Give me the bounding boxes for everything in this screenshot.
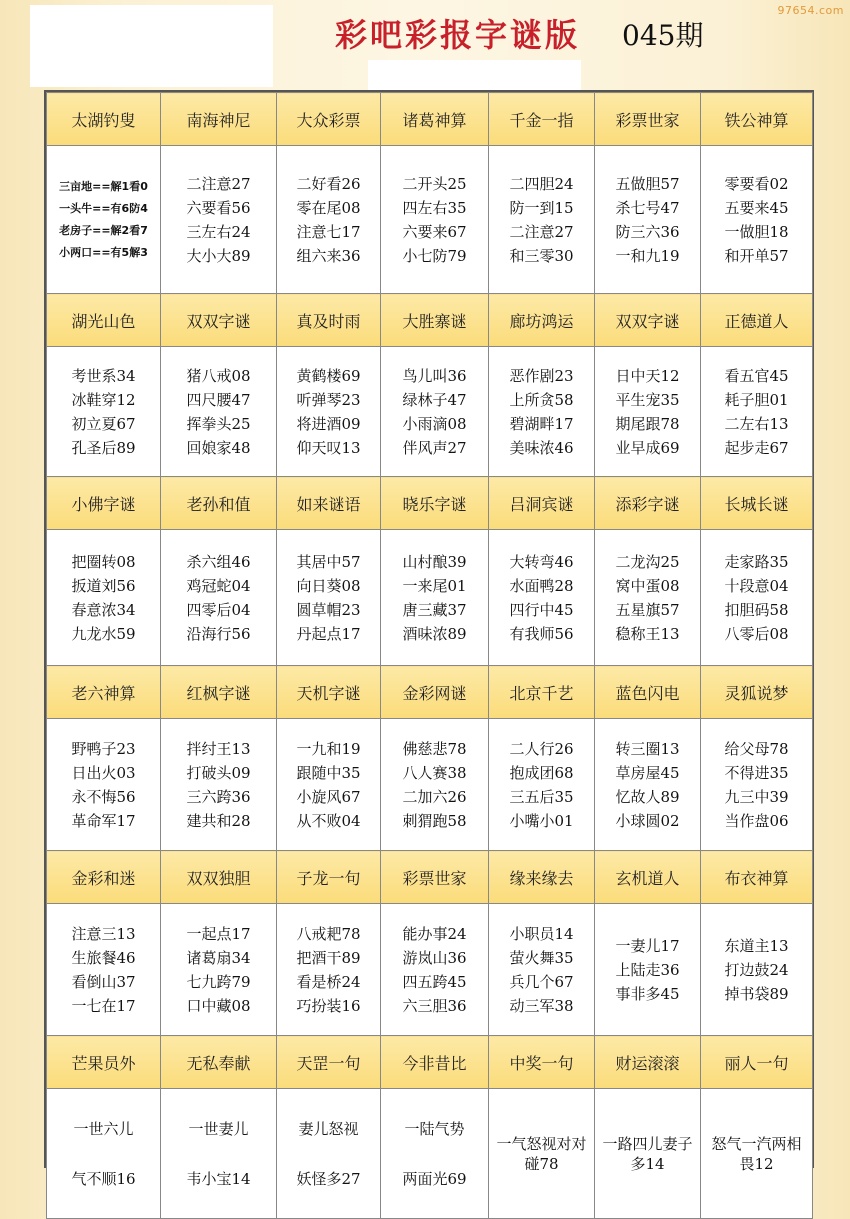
riddle-line: 黄鹤楼69 xyxy=(296,366,361,385)
riddle-line: 掉书袋89 xyxy=(724,984,789,1003)
riddle-line: 窝中蛋08 xyxy=(615,576,680,595)
riddle-line: 妖怪多27 xyxy=(296,1169,361,1188)
section-header: 金彩网谜 xyxy=(381,666,489,719)
riddle-line: 酒味浓89 xyxy=(402,624,467,643)
section-header: 大众彩票 xyxy=(277,93,381,146)
riddle-cell xyxy=(489,146,595,294)
riddle-line: 小旋风67 xyxy=(296,787,361,806)
riddle-line: 一气怒视对对碰78 xyxy=(496,1134,587,1173)
riddle-line: 水面鸭28 xyxy=(509,576,574,595)
riddle-line: 圆草帽23 xyxy=(296,600,361,619)
riddle-line: 二人行26 xyxy=(509,739,574,758)
riddle-line: 小职员14 xyxy=(509,924,574,943)
riddle-line: 平生宠35 xyxy=(615,390,680,409)
riddle-line: 看五官45 xyxy=(724,366,789,385)
riddle-cell xyxy=(47,347,161,477)
riddle-cell xyxy=(701,146,813,294)
riddle-line: 零在尾08 xyxy=(296,198,361,217)
content-row xyxy=(47,530,813,666)
section-header: 正德道人 xyxy=(701,294,813,347)
riddle-line: 鸡冠蛇04 xyxy=(186,576,251,595)
riddle-line: 上陆走36 xyxy=(615,960,680,979)
riddle-line: 把酒干89 xyxy=(296,948,361,967)
riddle-line: 碧湖畔17 xyxy=(509,414,574,433)
riddle-cell xyxy=(489,1089,595,1219)
section-header: 无私奉献 xyxy=(161,1036,277,1089)
section-header: 子龙一句 xyxy=(277,851,381,904)
riddle-line: 起步走67 xyxy=(724,438,789,457)
page-title: 彩吧彩报字谜版 xyxy=(335,16,581,54)
riddle-cell xyxy=(277,530,381,666)
riddle-line: 二注意27 xyxy=(186,174,251,193)
riddle-line: 草房屋45 xyxy=(615,763,680,782)
riddle-cell xyxy=(381,1089,489,1219)
riddle-line: 山村酿39 xyxy=(402,552,467,571)
riddle-cell xyxy=(595,530,701,666)
riddle-line: 二注意27 xyxy=(509,222,574,241)
riddle-line: 六要看56 xyxy=(186,198,251,217)
section-header: 湖光山色 xyxy=(47,294,161,347)
riddle-line: 防三六36 xyxy=(615,222,680,241)
riddle-line: 二四胆24 xyxy=(509,174,574,193)
section-header: 双双字谜 xyxy=(161,294,277,347)
section-header: 双双字谜 xyxy=(595,294,701,347)
riddle-line: 巧扮装16 xyxy=(296,996,361,1015)
riddle-line: 口中藏08 xyxy=(186,996,251,1015)
riddle-line: 考世系34 xyxy=(71,366,136,385)
riddle-line: 六三胆36 xyxy=(402,996,467,1015)
section-header: 中奖一句 xyxy=(489,1036,595,1089)
riddle-line: 把圈转08 xyxy=(71,552,136,571)
riddle-line: 四左右35 xyxy=(402,198,467,217)
riddle-line: 孔圣后89 xyxy=(71,438,136,457)
riddle-line: 三左右24 xyxy=(186,222,251,241)
riddle-line: 佛慈悲78 xyxy=(402,739,467,758)
riddle-line: 事非多45 xyxy=(615,984,680,1003)
riddle-cell xyxy=(161,347,277,477)
riddle-line: 伴风声27 xyxy=(402,438,467,457)
riddle-cell xyxy=(381,904,489,1036)
header-row xyxy=(47,1036,813,1089)
riddle-table xyxy=(44,90,814,1188)
section-header: 缘来缘去 xyxy=(489,851,595,904)
riddle-line: 不得进35 xyxy=(724,763,789,782)
riddle-cell xyxy=(701,530,813,666)
riddle-line: 游岚山36 xyxy=(402,948,467,967)
riddle-cell xyxy=(381,347,489,477)
riddle-line: 给父母78 xyxy=(724,739,789,758)
riddle-line: 六要来67 xyxy=(402,222,467,241)
riddle-line: 打破头09 xyxy=(186,763,251,782)
section-header: 丽人一句 xyxy=(701,1036,813,1089)
section-header: 老六神算 xyxy=(47,666,161,719)
riddle-cell xyxy=(277,719,381,851)
section-header: 大胜寨谜 xyxy=(381,294,489,347)
section-header: 太湖钓叟 xyxy=(47,93,161,146)
riddle-cell xyxy=(595,719,701,851)
section-header: 真及时雨 xyxy=(277,294,381,347)
riddle-line: 仰天叹13 xyxy=(296,438,361,457)
riddle-line: 建共和28 xyxy=(186,811,251,830)
riddle-line: 一来尾01 xyxy=(402,576,467,595)
header-row xyxy=(47,851,813,904)
watermark: 97654.com xyxy=(777,4,844,17)
riddle-line: 萤火舞35 xyxy=(509,948,574,967)
riddle-line: 看是桥24 xyxy=(296,972,361,991)
riddle-line: 沿海行56 xyxy=(186,624,251,643)
section-header: 南海神尼 xyxy=(161,93,277,146)
riddle-line: 扣胆码58 xyxy=(724,600,789,619)
riddle-line: 四五跨45 xyxy=(402,972,467,991)
content-row xyxy=(47,347,813,477)
riddle-line: 向日葵08 xyxy=(296,576,361,595)
section-header: 金彩和迷 xyxy=(47,851,161,904)
riddle-cell xyxy=(595,347,701,477)
riddle-line: 听弹琴23 xyxy=(296,390,361,409)
section-header: 吕洞宾谜 xyxy=(489,477,595,530)
riddle-line: 一路四儿妻子多14 xyxy=(602,1134,693,1173)
section-header: 廊坊鸿运 xyxy=(489,294,595,347)
riddle-line: 业早成69 xyxy=(615,438,680,457)
riddle-line: 鸟儿叫36 xyxy=(402,366,467,385)
riddle-cell xyxy=(595,146,701,294)
riddle-cell xyxy=(701,347,813,477)
riddle-line: 其居中57 xyxy=(296,552,361,571)
section-header: 添彩字谜 xyxy=(595,477,701,530)
riddle-line: 二龙沟25 xyxy=(615,552,680,571)
riddle-line: 稳称王13 xyxy=(615,624,680,643)
riddle-line: 怒气一汽两相畏12 xyxy=(711,1134,802,1173)
section-header: 如来谜语 xyxy=(277,477,381,530)
riddle-cell xyxy=(381,719,489,851)
riddle-line: 五做胆57 xyxy=(615,174,680,193)
content-row xyxy=(47,904,813,1036)
riddle-line: 八人赛38 xyxy=(402,763,467,782)
riddle-line: 冰鞋穿12 xyxy=(71,390,136,409)
riddle-line: 恶作剧23 xyxy=(509,366,574,385)
riddle-cell xyxy=(161,530,277,666)
riddle-line: 一头牛==有6防4 xyxy=(59,201,148,215)
riddle-line: 一九和19 xyxy=(296,739,361,758)
section-header: 长城长谜 xyxy=(701,477,813,530)
riddle-cell xyxy=(595,904,701,1036)
riddle-line: 一七在17 xyxy=(71,996,136,1015)
blank-area xyxy=(30,5,273,87)
riddle-cell xyxy=(277,1089,381,1219)
riddle-line: 野鸭子23 xyxy=(71,739,136,758)
riddle-line: 永不悔56 xyxy=(71,787,136,806)
section-header: 财运滚滚 xyxy=(595,1036,701,1089)
riddle-line: 诸葛扇34 xyxy=(186,948,251,967)
riddle-line: 大转弯46 xyxy=(509,552,574,571)
riddle-line: 和三零30 xyxy=(509,246,574,265)
riddle-line: 老房子==解2看7 xyxy=(59,223,148,237)
riddle-line: 转三圈13 xyxy=(615,739,680,758)
riddle-line: 九三中39 xyxy=(724,787,789,806)
riddle-line: 八零后08 xyxy=(724,624,789,643)
riddle-line: 耗子胆01 xyxy=(724,390,789,409)
section-header: 灵狐说梦 xyxy=(701,666,813,719)
section-header: 老孙和值 xyxy=(161,477,277,530)
riddle-line: 小七防79 xyxy=(402,246,467,265)
riddle-line: 忆故人89 xyxy=(615,787,680,806)
riddle-line: 四零后04 xyxy=(186,600,251,619)
riddle-line: 跟随中35 xyxy=(296,763,361,782)
riddle-cell xyxy=(381,530,489,666)
riddle-line: 拌纣王13 xyxy=(186,739,251,758)
section-header: 晓乐字谜 xyxy=(381,477,489,530)
section-header: 今非昔比 xyxy=(381,1036,489,1089)
riddle-line: 注意七17 xyxy=(296,222,361,241)
riddle-cell xyxy=(489,347,595,477)
section-header: 千金一指 xyxy=(489,93,595,146)
riddle-line: 妻儿怒视 xyxy=(298,1119,359,1138)
blank-area-2 xyxy=(368,60,581,90)
riddle-line: 一和九19 xyxy=(615,246,680,265)
riddle-line: 二开头25 xyxy=(402,174,467,193)
riddle-cell xyxy=(701,904,813,1036)
riddle-line: 将进酒09 xyxy=(296,414,361,433)
riddle-line: 走家路35 xyxy=(724,552,789,571)
riddle-line: 七九跨79 xyxy=(186,972,251,991)
section-header: 双双独胆 xyxy=(161,851,277,904)
riddle-cell xyxy=(47,1089,161,1219)
riddle-line: 从不败04 xyxy=(296,811,361,830)
riddle-line: 二左右13 xyxy=(724,414,789,433)
riddle-line: 小球圆02 xyxy=(615,811,680,830)
riddle-line: 刺猬跑58 xyxy=(402,811,467,830)
riddle-cell xyxy=(47,530,161,666)
riddle-line: 唐三藏37 xyxy=(402,600,467,619)
riddle-line: 春意浓34 xyxy=(71,600,136,619)
riddle-line: 有我师56 xyxy=(509,624,574,643)
riddle-line: 韦小宝14 xyxy=(186,1169,251,1188)
riddle-line: 注意三13 xyxy=(71,924,136,943)
riddle-line: 气不顺16 xyxy=(71,1169,136,1188)
riddle-cell xyxy=(161,1089,277,1219)
riddle-cell xyxy=(161,146,277,294)
riddle-line: 杀六组46 xyxy=(186,552,251,571)
riddle-cell xyxy=(381,146,489,294)
header-row xyxy=(47,477,813,530)
riddle-line: 美味浓46 xyxy=(509,438,574,457)
riddle-line: 小雨滴08 xyxy=(402,414,467,433)
riddle-line: 看倒山37 xyxy=(71,972,136,991)
riddle-cell xyxy=(161,904,277,1036)
riddle-cell xyxy=(161,719,277,851)
riddle-line: 四尺腰47 xyxy=(186,390,251,409)
riddle-line: 打边鼓24 xyxy=(724,960,789,979)
section-header: 北京千艺 xyxy=(489,666,595,719)
riddle-line: 兵几个67 xyxy=(509,972,574,991)
riddle-line: 五星旗57 xyxy=(615,600,680,619)
riddle-line: 三六跨36 xyxy=(186,787,251,806)
riddle-line: 小两口==有5解3 xyxy=(59,245,148,259)
riddle-line: 小嘴小01 xyxy=(509,811,574,830)
section-header: 铁公神算 xyxy=(701,93,813,146)
riddle-cell xyxy=(489,530,595,666)
section-header: 天罡一句 xyxy=(277,1036,381,1089)
riddle-cell xyxy=(277,146,381,294)
riddle-line: 一起点17 xyxy=(186,924,251,943)
content-row xyxy=(47,146,813,294)
riddle-line: 绿林子47 xyxy=(402,390,467,409)
riddle-cell xyxy=(277,904,381,1036)
riddle-line: 和开单57 xyxy=(724,246,789,265)
riddle-cell xyxy=(595,1089,701,1219)
section-header: 小佛字谜 xyxy=(47,477,161,530)
riddle-cell xyxy=(47,904,161,1036)
riddle-line: 回娘家48 xyxy=(186,438,251,457)
section-header: 蓝色闪电 xyxy=(595,666,701,719)
riddle-line: 动三军38 xyxy=(509,996,574,1015)
riddle-line: 二加六26 xyxy=(402,787,467,806)
riddle-cell xyxy=(277,347,381,477)
riddle-line: 两面光69 xyxy=(402,1169,467,1188)
riddle-line: 一世六儿 xyxy=(73,1119,134,1138)
riddle-line: 能办事24 xyxy=(402,924,467,943)
riddle-cell xyxy=(489,719,595,851)
section-header: 诸葛神算 xyxy=(381,93,489,146)
riddle-line: 五要来45 xyxy=(724,198,789,217)
section-header: 玄机道人 xyxy=(595,851,701,904)
riddle-line: 上所贪58 xyxy=(509,390,574,409)
riddle-line: 三五后35 xyxy=(509,787,574,806)
riddle-line: 一世妻儿 xyxy=(188,1119,249,1138)
riddle-line: 期尾跟78 xyxy=(615,414,680,433)
riddle-cell xyxy=(489,904,595,1036)
section-header: 彩票世家 xyxy=(595,93,701,146)
riddle-line: 一陆气势 xyxy=(404,1119,465,1138)
section-header: 红枫字谜 xyxy=(161,666,277,719)
riddle-line: 猪八戒08 xyxy=(186,366,251,385)
riddle-line: 大小大89 xyxy=(186,246,251,265)
riddle-cell xyxy=(701,719,813,851)
riddle-line: 十段意04 xyxy=(724,576,789,595)
riddle-line: 抱成团68 xyxy=(509,763,574,782)
content-row xyxy=(47,719,813,851)
riddle-line: 日出火03 xyxy=(71,763,136,782)
riddle-line: 日中天12 xyxy=(615,366,680,385)
header-row xyxy=(47,294,813,347)
riddle-line: 四行中45 xyxy=(509,600,574,619)
riddle-grid xyxy=(46,92,813,1219)
riddle-line: 零要看02 xyxy=(724,174,789,193)
riddle-line: 组六来36 xyxy=(296,246,361,265)
section-header: 布衣神算 xyxy=(701,851,813,904)
section-header: 天机字谜 xyxy=(277,666,381,719)
riddle-line: 杀七号47 xyxy=(615,198,680,217)
riddle-cell xyxy=(47,146,161,294)
riddle-line: 丹起点17 xyxy=(296,624,361,643)
riddle-line: 东道主13 xyxy=(724,936,789,955)
riddle-line: 防一到15 xyxy=(509,198,574,217)
riddle-line: 初立夏67 xyxy=(71,414,136,433)
riddle-line: 二好看26 xyxy=(296,174,361,193)
issue-number: 045期 xyxy=(622,19,704,52)
riddle-cell xyxy=(47,719,161,851)
riddle-line: 八戒耙78 xyxy=(296,924,361,943)
riddle-line: 革命军17 xyxy=(71,811,136,830)
riddle-line: 一做胆18 xyxy=(724,222,789,241)
riddle-line: 挥拳头25 xyxy=(186,414,251,433)
riddle-line: 生旅餐46 xyxy=(71,948,136,967)
section-header: 芒果员外 xyxy=(47,1036,161,1089)
riddle-line: 一妻儿17 xyxy=(615,936,680,955)
riddle-line: 九龙水59 xyxy=(71,624,136,643)
header-row xyxy=(47,93,813,146)
content-row xyxy=(47,1089,813,1219)
riddle-line: 当作盘06 xyxy=(724,811,789,830)
header-row xyxy=(47,666,813,719)
riddle-cell xyxy=(701,1089,813,1219)
section-header: 彩票世家 xyxy=(381,851,489,904)
riddle-line: 扳道刘56 xyxy=(71,576,136,595)
riddle-line: 三亩地==解1看0 xyxy=(59,179,148,193)
